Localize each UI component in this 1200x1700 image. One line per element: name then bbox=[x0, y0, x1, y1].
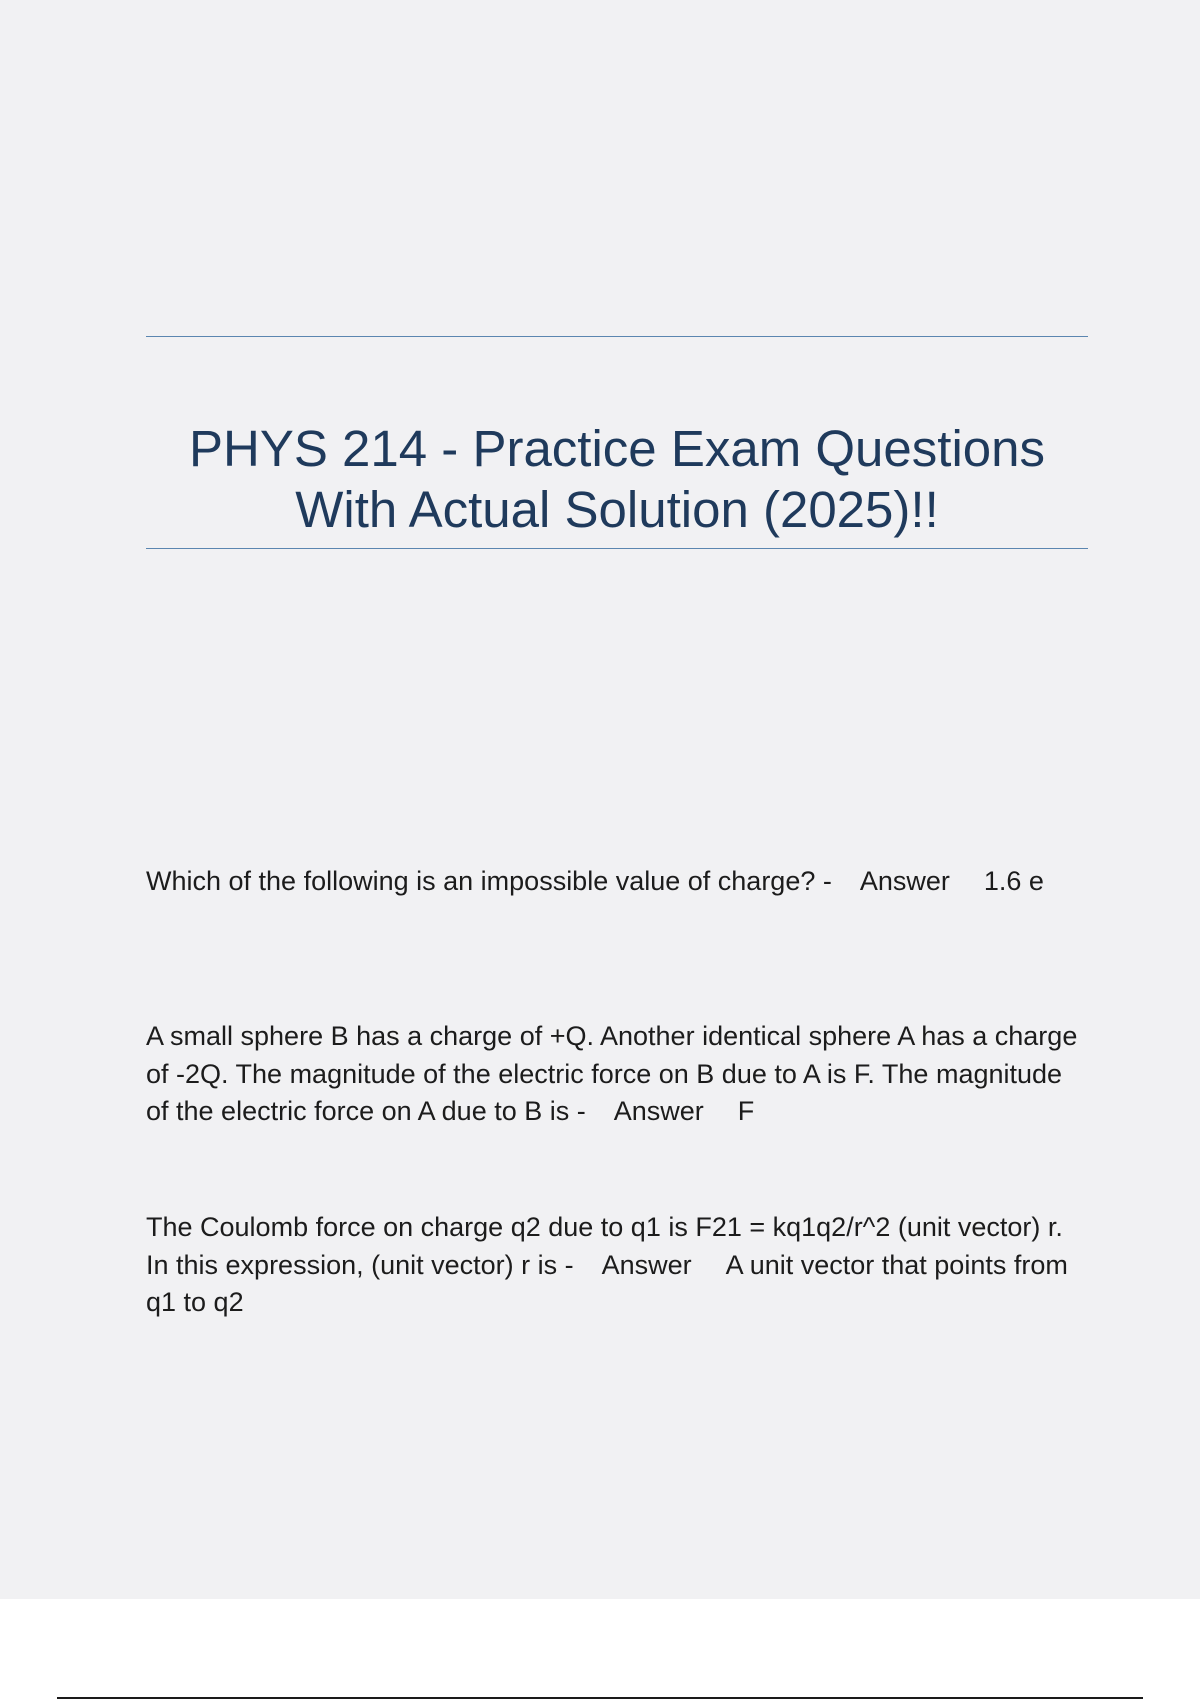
qa-item-2 bbox=[146, 1018, 1086, 1131]
question-text: A small sphere B has a charge of +Q. Another identical sphere A has a charge of -2Q. The magnitude of the electric force on B due to A is F. The magnitude of the electric force on A due to B is - bbox=[146, 1021, 1078, 1126]
footer-rule bbox=[57, 1697, 1143, 1699]
answer-text: F bbox=[737, 1096, 755, 1126]
title-line-2: With Actual Solution (2025)!! bbox=[295, 481, 939, 538]
qa-item-3 bbox=[146, 1209, 1086, 1322]
answer-label: Answer bbox=[613, 1096, 704, 1126]
answer-label: Answer bbox=[601, 1249, 692, 1280]
answer-label: Answer bbox=[859, 866, 950, 896]
document-title bbox=[146, 418, 1088, 540]
answer-text: A unit vector that points from q1 to q2 bbox=[146, 1249, 1068, 1317]
question-text: The Coulomb force on charge q2 due to q1 is F21 = kq1q2/r^2 (unit vector) r. In this expression, (unit vector) r is - bbox=[146, 1212, 1063, 1280]
answer-text: 1.6 e bbox=[983, 866, 1044, 896]
title-bottom-rule bbox=[146, 548, 1088, 549]
title-line-1: PHYS 214 - Practice Exam Questions bbox=[188, 420, 1046, 477]
title-top-rule bbox=[146, 336, 1088, 337]
qa-item-1 bbox=[146, 863, 1086, 901]
question-text: Which of the following is an impossible value of charge? - bbox=[146, 866, 832, 896]
